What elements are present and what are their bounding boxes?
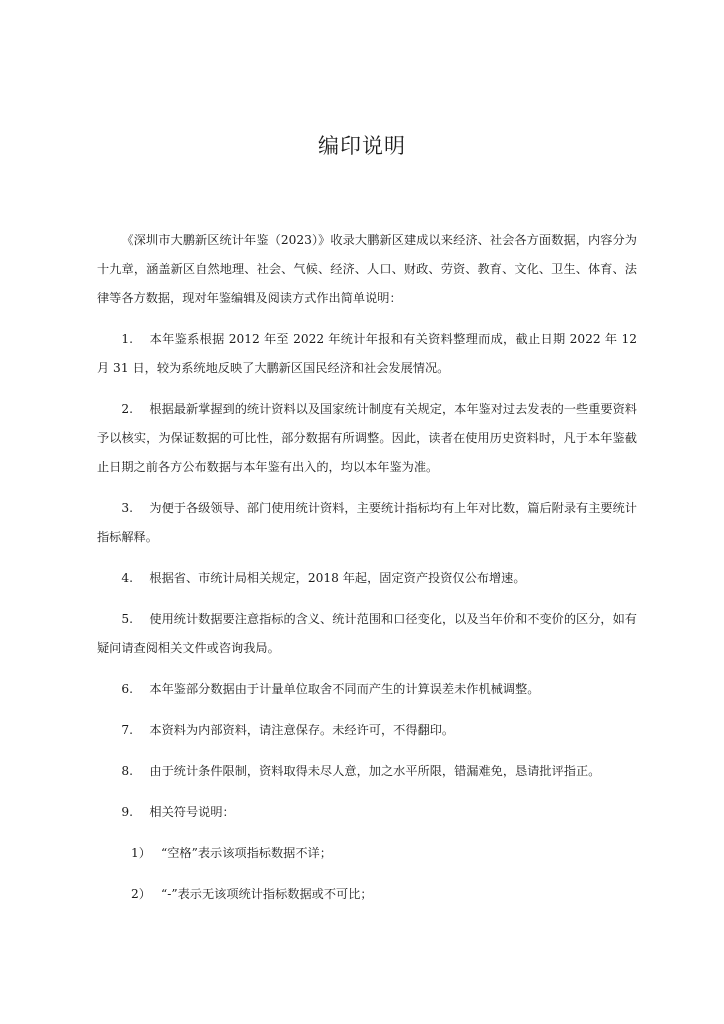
intro-paragraph: 《深圳市大鹏新区统计年鉴（2023）》收录大鹏新区建成以来经济、社会各方面数据，内容分为十九章，涵盖新区自然地理、社会、气候、经济、人口、财政、劳资、教育、文化、卫生、体育、法律等各方数据，现对年鉴编辑及阅读方式作出简单说明： [97,233,637,305]
list-item [97,605,637,663]
item-number: 9. [121,805,134,819]
item-number: 3. [121,501,134,515]
item-number: 1. [121,332,134,346]
list-item [97,757,637,786]
list-item [97,564,637,593]
item-number: 7. [121,723,134,737]
item-text: 根据省、市统计局相关规定，2018 年起，固定资产投资仅公布增速。 [149,571,526,585]
symbol-number: 1） [131,846,151,860]
item-text: 为便于各级领导、部门使用统计资料，主要统计指标均有上年对比数，篇后附录有主要统计指标解释。 [97,501,637,544]
page-title: 编印说明 [318,134,406,158]
symbol-item [97,839,637,868]
list-item [97,798,637,827]
list-item [97,716,637,745]
document-body [97,226,637,921]
list-item [97,325,637,383]
item-text: 由于统计条件限制，资料取得未尽人意，加之水平所限，错漏难免，恳请批评指正。 [149,764,601,778]
list-item [97,494,637,552]
symbol-text: “-”表示无该项统计指标数据或不可比； [161,887,373,901]
item-number: 5. [121,612,134,626]
item-text: 根据最新掌握到的统计资料以及国家统计制度有关规定，本年鉴对过去发表的一些重要资料予以核实，为保证数据的可比性，部分数据有所调整。因此，读者在使用历史资料时，凡于本年鉴截止日期之前各方公布数据与本年鉴有出入的，均以本年鉴为准。 [97,402,637,474]
item-text: 使用统计数据要注意指标的含义、统计范围和口径变化，以及当年价和不变价的区分，如有疑问请查阅相关文件或咨询我局。 [97,612,637,655]
item-text: 本年鉴部分数据由于计量单位取舍不同而产生的计算误差未作机械调整。 [149,682,540,696]
item-text: 相关符号说明： [149,805,235,819]
item-number: 8. [121,764,134,778]
symbol-number: 2） [131,887,151,901]
item-number: 6. [121,682,134,696]
item-text: 本年鉴系根据 2012 年至 2022 年统计年报和有关资料整理而成，截止日期 2022 年 12 月 31 日，较为系统地反映了大鹏新区国民经济和社会发展情况。 [97,332,637,375]
list-item [97,675,637,704]
list-item [97,395,637,482]
item-number: 4. [121,571,134,585]
item-number: 2. [121,402,134,416]
item-text: 本资料为内部资料，请注意保存。未经许可，不得翻印。 [149,723,455,737]
symbol-item [97,880,637,909]
symbol-text: “空格”表示该项指标数据不详； [161,846,332,860]
